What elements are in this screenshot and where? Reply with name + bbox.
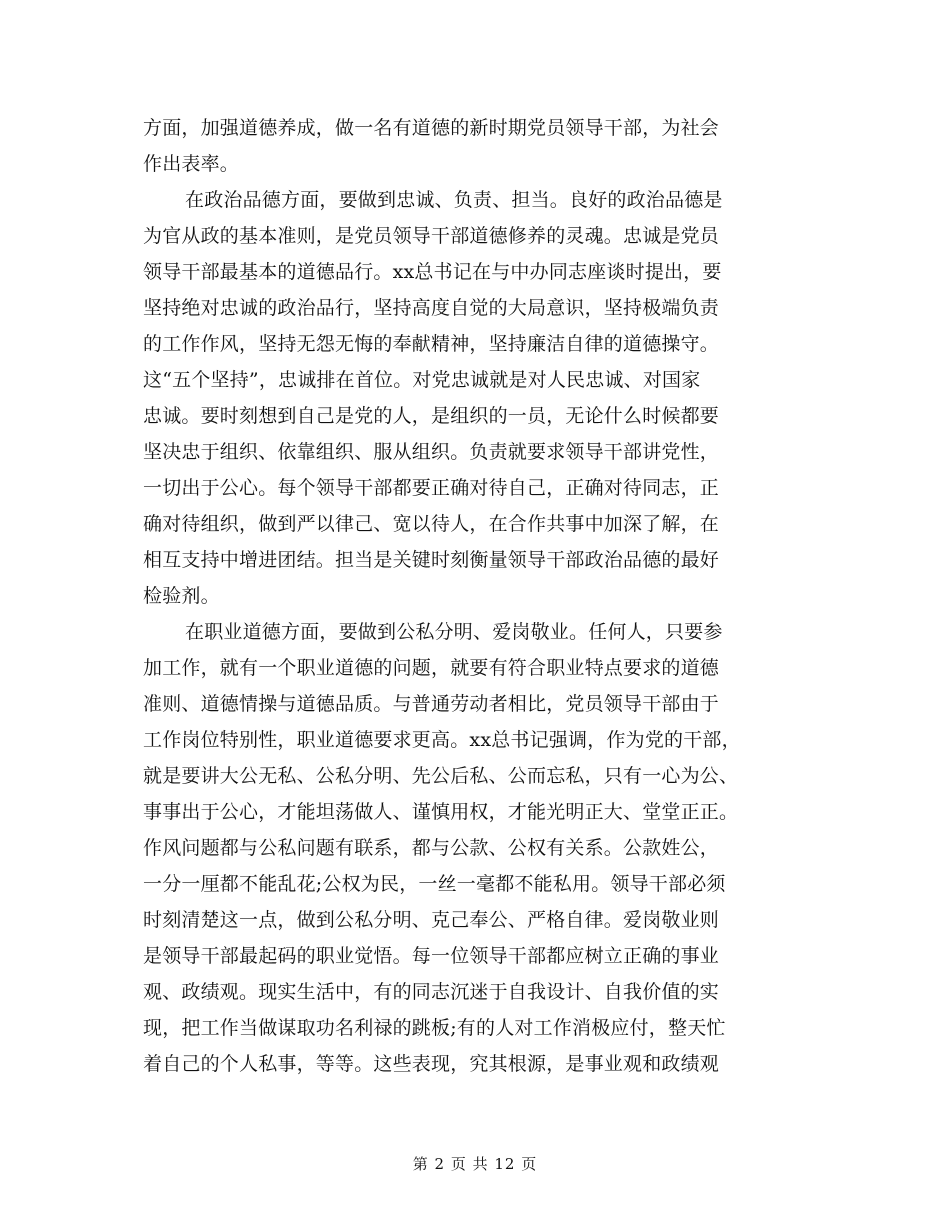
text-line: 现，把工作当做谋取功名利禄的跳板;有的人对工作消极应付，整天忙: [143, 1017, 726, 1039]
text-line: 忠诚。要时刻想到自己是党的人，是组织的一员，无论什么时候都要: [143, 405, 720, 427]
text-line: 方面，加强道德养成，做一名有道德的新时期党员领导干部，为社会: [143, 117, 720, 139]
text-line: 相互支持中增进团结。担当是关键时刻衡量领导干部政治品德的最好: [143, 549, 720, 571]
text-line: 时刻清楚这一点，做到公私分明、克己奉公、严格自律。爱岗敬业则: [143, 909, 720, 931]
text-line: 领导干部最基本的道德品行。xx总书记在与中办同志座谈时提出，要: [143, 261, 722, 283]
text-line: 这“五个坚持”，忠诚排在首位。对党忠诚就是对人民忠诚、对国家: [143, 369, 701, 391]
text-line: 坚持绝对忠诚的政治品行，坚持高度自觉的大局意识，坚持极端负责: [143, 297, 720, 319]
document-body: [143, 110, 807, 1082]
paragraph-start-line: 在政治品德方面，要做到忠诚、负责、担当。良好的政治品德是: [185, 189, 723, 211]
text-line: 一切出于公心。每个领导干部都要正确对待自己，正确对待同志，正: [143, 477, 720, 499]
paragraph-start-line: 在职业道德方面，要做到公私分明、爱岗敬业。任何人，只要参: [185, 621, 723, 643]
text-line: 为官从政的基本准则，是党员领导干部道德修养的灵魂。忠诚是党员: [143, 225, 720, 247]
text-line: 就是要讲大公无私、公私分明、先公后私、公而忘私，只有一心为公、: [143, 765, 739, 787]
text-line: 作风问题都与公私问题有联系，都与公款、公权有关系。公款姓公，: [143, 837, 720, 859]
text-line: 加工作，就有一个职业道德的问题，就要有符合职业特点要求的道德: [143, 657, 720, 679]
text-line: 检验剂。: [143, 585, 220, 607]
text-line: 的工作作风，坚持无怨无悔的奉献精神，坚持廉洁自律的道德操守。: [143, 333, 720, 355]
text-line: 准则、道德情操与道德品质。与普通劳动者相比，党员领导干部由于: [143, 693, 720, 715]
text-line: 作出表率。: [143, 153, 240, 175]
text-line: 着自己的个人私事，等等。这些表现，究其根源，是事业观和政绩观: [143, 1053, 720, 1075]
text-line: 事事出于公心，才能坦荡做人、谨慎用权，才能光明正大、堂堂正正。: [143, 801, 739, 823]
text-line: 是领导干部最起码的职业觉悟。每一位领导干部都应树立正确的事业: [143, 945, 720, 967]
text-line: 观、政绩观。现实生活中，有的同志沉迷于自我设计、自我价值的实: [143, 981, 720, 1003]
text-line: 一分一厘都不能乱花;公权为民，一丝一毫都不能私用。领导干部必须: [143, 873, 726, 895]
text-line: 确对待组织，做到严以律己、宽以待人，在合作共事中加深了解，在: [143, 513, 720, 535]
text-line: 工作岗位特别性，职业道德要求更高。xx总书记强调，作为党的干部，: [143, 729, 741, 751]
text-line: 坚决忠于组织、依靠组织、服从组织。负责就要求领导干部讲党性，: [143, 441, 720, 463]
page-number-footer: 第 2 页 共 12 页: [412, 1155, 538, 1173]
